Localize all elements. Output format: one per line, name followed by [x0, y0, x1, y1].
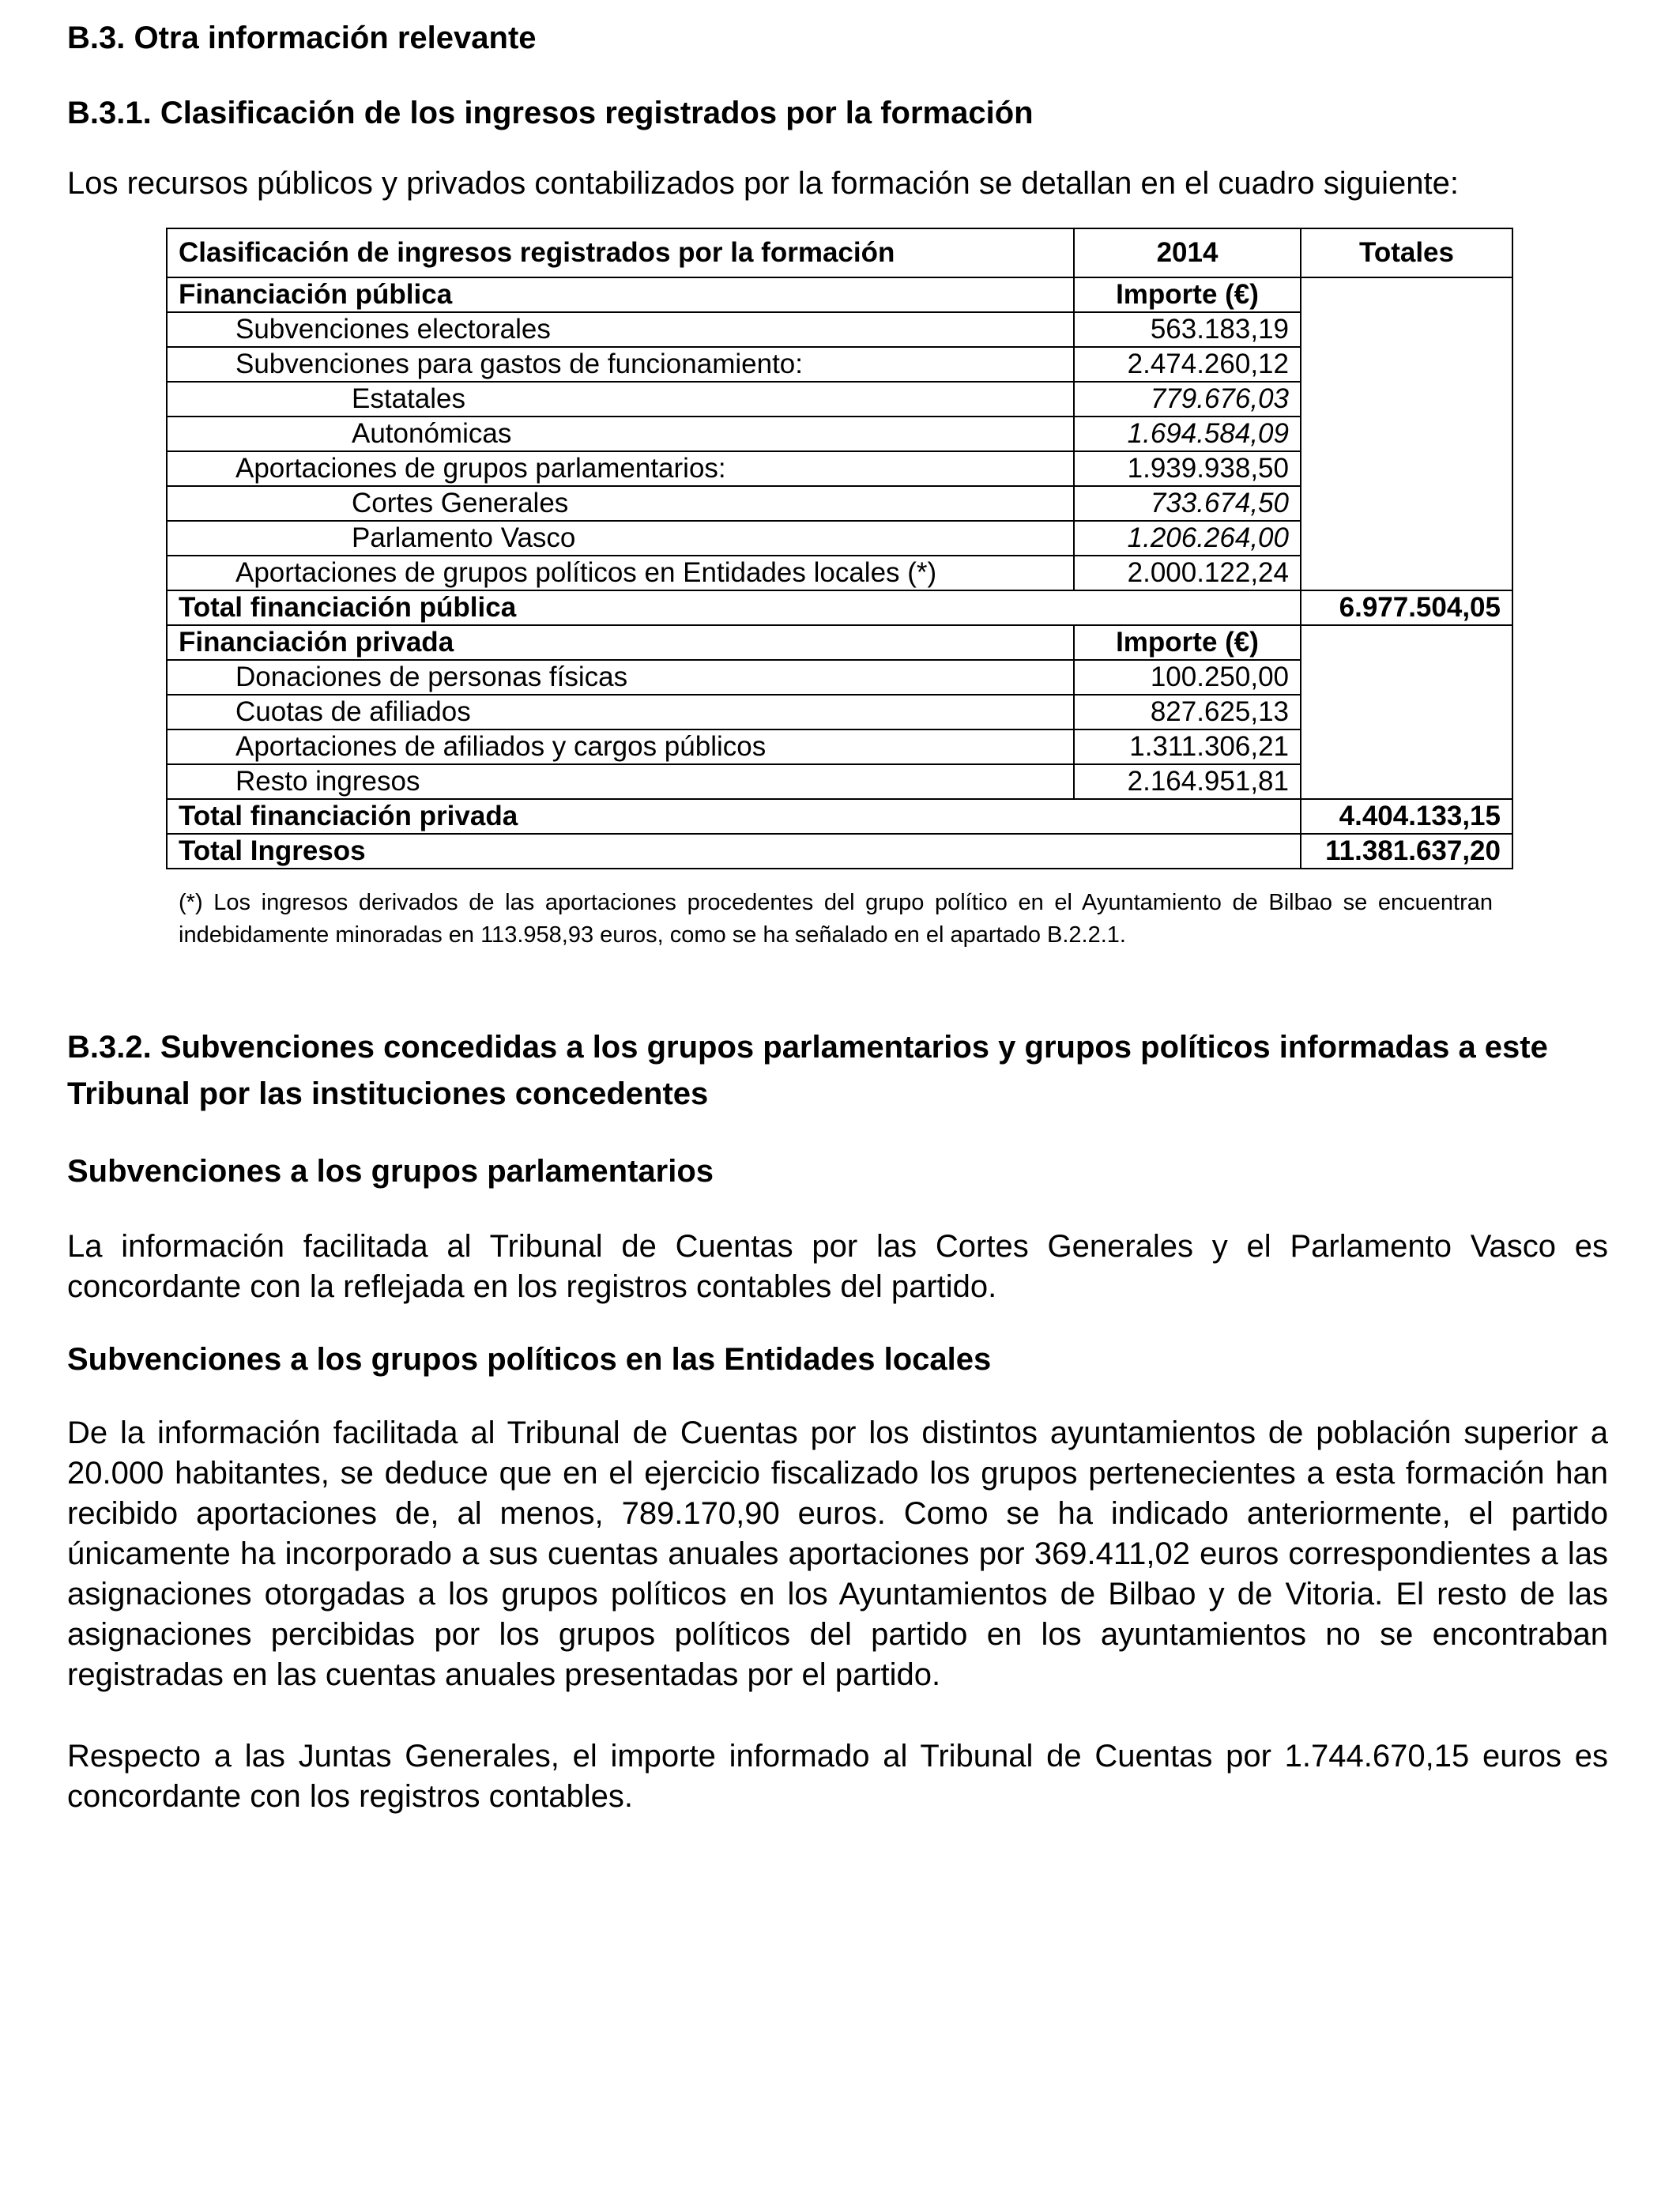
row-value: 2.000.122,24 [1074, 556, 1301, 590]
section-heading-b31: B.3.1. Clasificación de los ingresos registrados por la formación [67, 96, 1034, 130]
row-label: Subvenciones electorales [167, 312, 1074, 347]
row-value: 827.625,13 [1074, 695, 1301, 729]
row-value: 733.674,50 [1074, 486, 1301, 521]
table-footnote: (*) Los ingresos derivados de las aportaciones procedentes del grupo político en el Ayuntamiento de Bilbao se encuentran indebidamente minoradas en 113.958,93 euros, como se ha señalado en el apartado B.2.2.1. [179, 890, 1493, 948]
row-value: 2.474.260,12 [1074, 347, 1301, 382]
row-label: Donaciones de personas físicas [167, 660, 1074, 695]
row-label: Aportaciones de afiliados y cargos públicos [167, 729, 1074, 764]
row-value: 1.939.938,50 [1074, 451, 1301, 486]
intro-paragraph: Los recursos públicos y privados contabilizados por la formación se detallan en el cuadro siguiente: [67, 166, 1459, 201]
table-header-row [167, 228, 1512, 277]
grand-total-label: Total Ingresos [167, 834, 1301, 869]
private-total-value: 4.404.133,15 [1301, 799, 1512, 834]
private-section-header-row [167, 625, 1512, 660]
header-classification: Clasificación de ingresos registrados por la formación [167, 228, 1074, 277]
public-totals-empty-cell [1301, 277, 1512, 590]
subheading-parliamentary-groups: Subvenciones a los grupos parlamentarios [67, 1154, 714, 1189]
private-section-title: Financiación privada [167, 625, 1074, 660]
row-label: Subvenciones para gastos de funcionamiento: [167, 347, 1074, 382]
public-section-header-row [167, 277, 1512, 312]
row-value: 779.676,03 [1074, 382, 1301, 417]
row-label: Parlamento Vasco [167, 521, 1074, 556]
header-totals: Totales [1301, 228, 1512, 277]
parliamentary-groups-paragraph: La información facilitada al Tribunal de Cuentas por las Cortes Generales y el Parlamento Vasco es concordante con la reflejada en los registros contables del partido. [67, 1229, 1608, 1304]
row-label: Resto ingresos [167, 764, 1074, 799]
row-value: 563.183,19 [1074, 312, 1301, 347]
row-label: Aportaciones de grupos parlamentarios: [167, 451, 1074, 486]
row-label: Cuotas de afiliados [167, 695, 1074, 729]
public-section-title: Financiación pública [167, 277, 1074, 312]
row-label: Autonómicas [167, 417, 1074, 451]
private-total-row [167, 799, 1512, 834]
local-entities-paragraph: De la información facilitada al Tribunal de Cuentas por los distintos ayuntamientos de población superior a 20.000 habitantes, se deduce que en el ejercicio fiscalizado los grupos pertenecientes a esta formación han recibido aportaciones de, al menos, 789.170,90 euros. Como se ha indicado anteriormente, el partido únicamente ha incorporado a sus cuentas anuales aportaciones por 369.411,02 euros correspondientes a las asignaciones otorgadas a los grupos políticos en los Ayuntamientos de Bilbao y de Vitoria. El resto de las asignaciones percibidas por los grupos políticos del partido en los ayuntamientos no se encontraban registradas en las cuentas anuales presentadas por el partido. [67, 1416, 1608, 1692]
grand-total-row [167, 834, 1512, 869]
row-value: 100.250,00 [1074, 660, 1301, 695]
header-year: 2014 [1074, 228, 1301, 277]
income-table-wrapper [166, 228, 1512, 869]
public-total-value: 6.977.504,05 [1301, 590, 1512, 625]
page-content [67, 0, 1608, 1817]
grand-total-value: 11.381.637,20 [1301, 834, 1512, 869]
row-value: 1.206.264,00 [1074, 521, 1301, 556]
private-importe-label: Importe (€) [1074, 625, 1301, 660]
public-total-label: Total financiación pública [167, 590, 1301, 625]
row-value: 1.311.306,21 [1074, 729, 1301, 764]
private-totals-empty-cell [1301, 625, 1512, 799]
row-value: 2.164.951,81 [1074, 764, 1301, 799]
private-total-label: Total financiación privada [167, 799, 1301, 834]
row-label: Aportaciones de grupos políticos en Entidades locales (*) [167, 556, 1074, 590]
subheading-local-entities: Subvenciones a los grupos políticos en las Entidades locales [67, 1342, 992, 1377]
section-heading-b3: B.3. Otra información relevante [67, 21, 537, 55]
row-label: Estatales [167, 382, 1074, 417]
public-importe-label: Importe (€) [1074, 277, 1301, 312]
juntas-generales-paragraph: Respecto a las Juntas Generales, el importe informado al Tribunal de Cuentas por 1.744.670,15 euros es concordante con los registros contables. [67, 1739, 1608, 1814]
row-value: 1.694.584,09 [1074, 417, 1301, 451]
income-classification-table [166, 228, 1513, 869]
row-label: Cortes Generales [167, 486, 1074, 521]
public-total-row [167, 590, 1512, 625]
section-heading-b32: B.3.2. Subvenciones concedidas a los grupos parlamentarios y grupos políticos informadas a este Tribunal por las instituciones concedentes [67, 1030, 1548, 1111]
